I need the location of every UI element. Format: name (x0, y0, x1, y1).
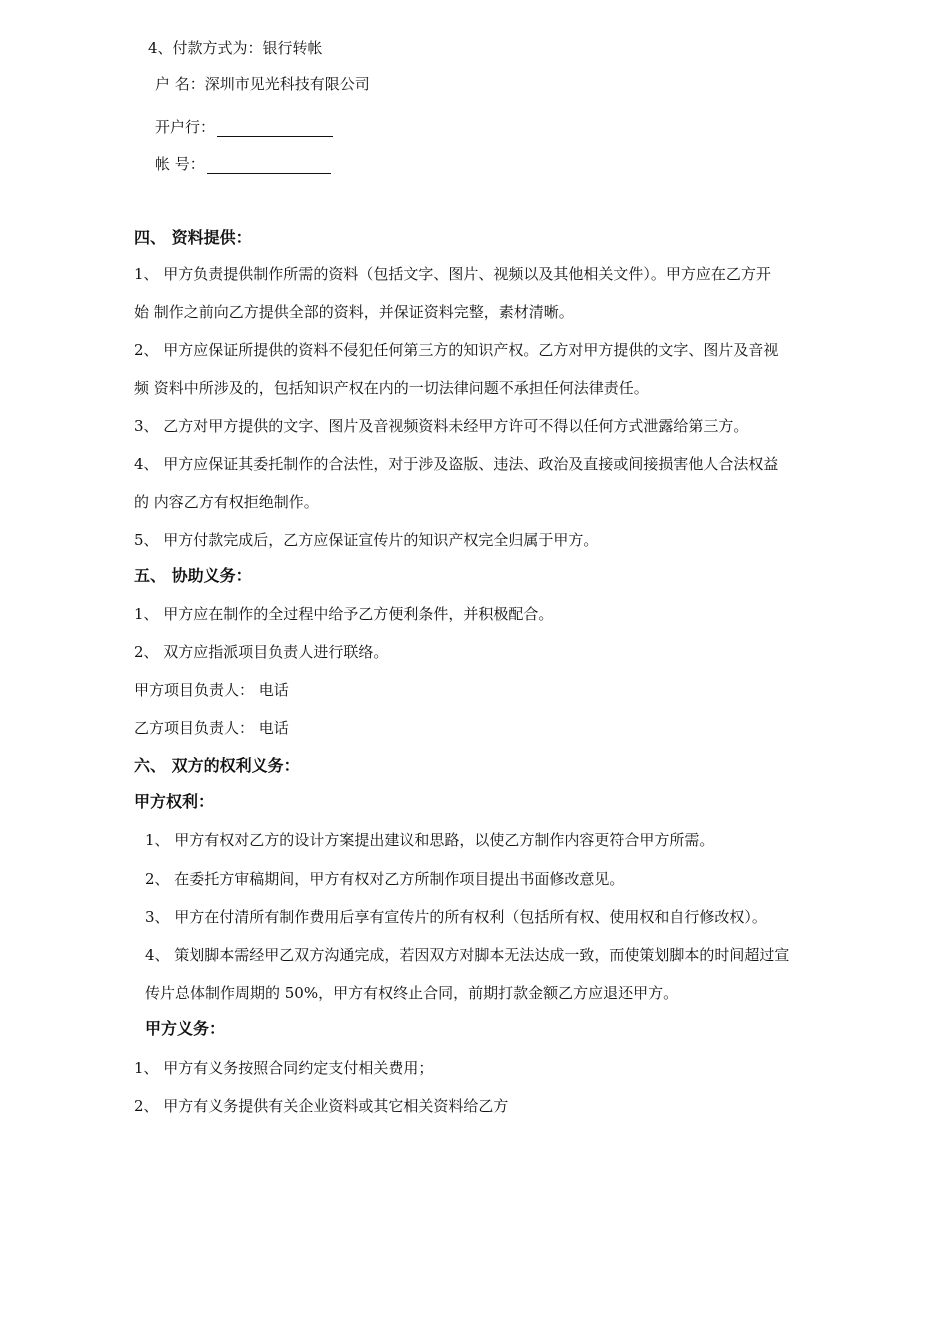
rights-line: 2、 在委托方审稿期间，甲方有权对乙方所制作项目提出书面修改意见。 (145, 870, 625, 888)
account-name-value: 深圳市见光科技有限公司 (204, 75, 370, 93)
rights-line: 1、 甲方有权对乙方的设计方案提出建议和思路，以使乙方制作内容更符合甲方所需。 (145, 831, 715, 849)
duties-heading: 甲方义务： (145, 1019, 226, 1038)
section-5-line: 2、 双方应指派项目负责人进行联络。 (134, 643, 389, 661)
account-no-label: 帐 号： (155, 155, 205, 173)
bank-label: 开户行： (155, 118, 216, 136)
section-4-line: 2、 甲方应保证所提供的资料不侵犯任何第三方的知识产权。乙方对甲方提供的文字、图片及音视 (134, 341, 779, 359)
section-4-heading: 四、 资料提供： (134, 228, 252, 247)
account-no-line (155, 154, 331, 174)
rights-line: 4、 策划脚本需经甲乙双方沟通完成，若因双方对脚本无法达成一致，而使策划脚本的时间超过宣 (145, 946, 790, 964)
section-5-line: 乙方项目负责人： 电话 (134, 719, 289, 737)
bank-blank (217, 120, 333, 137)
account-name-label: 户 名： (155, 75, 205, 93)
rights-line: 传片总体制作周期的 50%，甲方有权终止合同，前期打款金额乙方应退还甲方。 (145, 984, 679, 1002)
section-5-line: 甲方项目负责人： 电话 (134, 681, 289, 699)
section-4-line: 1、 甲方负责提供制作所需的资料（包括文字、图片、视频以及其他相关文件）。甲方应在乙方开 (134, 265, 771, 283)
rights-line: 3、 甲方在付清所有制作费用后享有宣传片的所有权利（包括所有权、使用权和自行修改权）。 (145, 908, 767, 926)
section-6-heading: 六、 双方的权利义务： (134, 756, 300, 775)
section-4-line: 5、 甲方付款完成后，乙方应保证宣传片的知识产权完全归属于甲方。 (134, 531, 599, 549)
section-5-line: 1、 甲方应在制作的全过程中给予乙方便利条件，并积极配合。 (134, 605, 554, 623)
rights-heading: 甲方权利： (134, 792, 215, 811)
bank-line (155, 117, 333, 137)
duties-line: 2、 甲方有义务提供有关企业资料或其它相关资料给乙方 (134, 1097, 509, 1115)
account-no-blank (207, 157, 331, 174)
section-4-line: 3、 乙方对甲方提供的文字、图片及音视频资料未经甲方许可不得以任何方式泄露给第三方。 (134, 417, 749, 435)
account-name-line (155, 74, 370, 94)
section-5-heading: 五、 协助义务： (134, 566, 252, 585)
section-4-line: 频 资料中所涉及的，包括知识产权在内的一切法律问题不承担任何法律责任。 (134, 379, 649, 397)
section-4-line: 的 内容乙方有权拒绝制作。 (134, 493, 319, 511)
section-4-line: 4、 甲方应保证其委托制作的合法性，对于涉及盗版、违法、政治及直接或间接损害他人合法权益 (134, 455, 779, 473)
section-4-line: 始 制作之前向乙方提供全部的资料，并保证资料完整，素材清晰。 (134, 303, 574, 321)
payment-method: 4、付款方式为：银行转帐 (148, 39, 323, 57)
duties-line: 1、 甲方有义务按照合同约定支付相关费用； (134, 1059, 434, 1077)
